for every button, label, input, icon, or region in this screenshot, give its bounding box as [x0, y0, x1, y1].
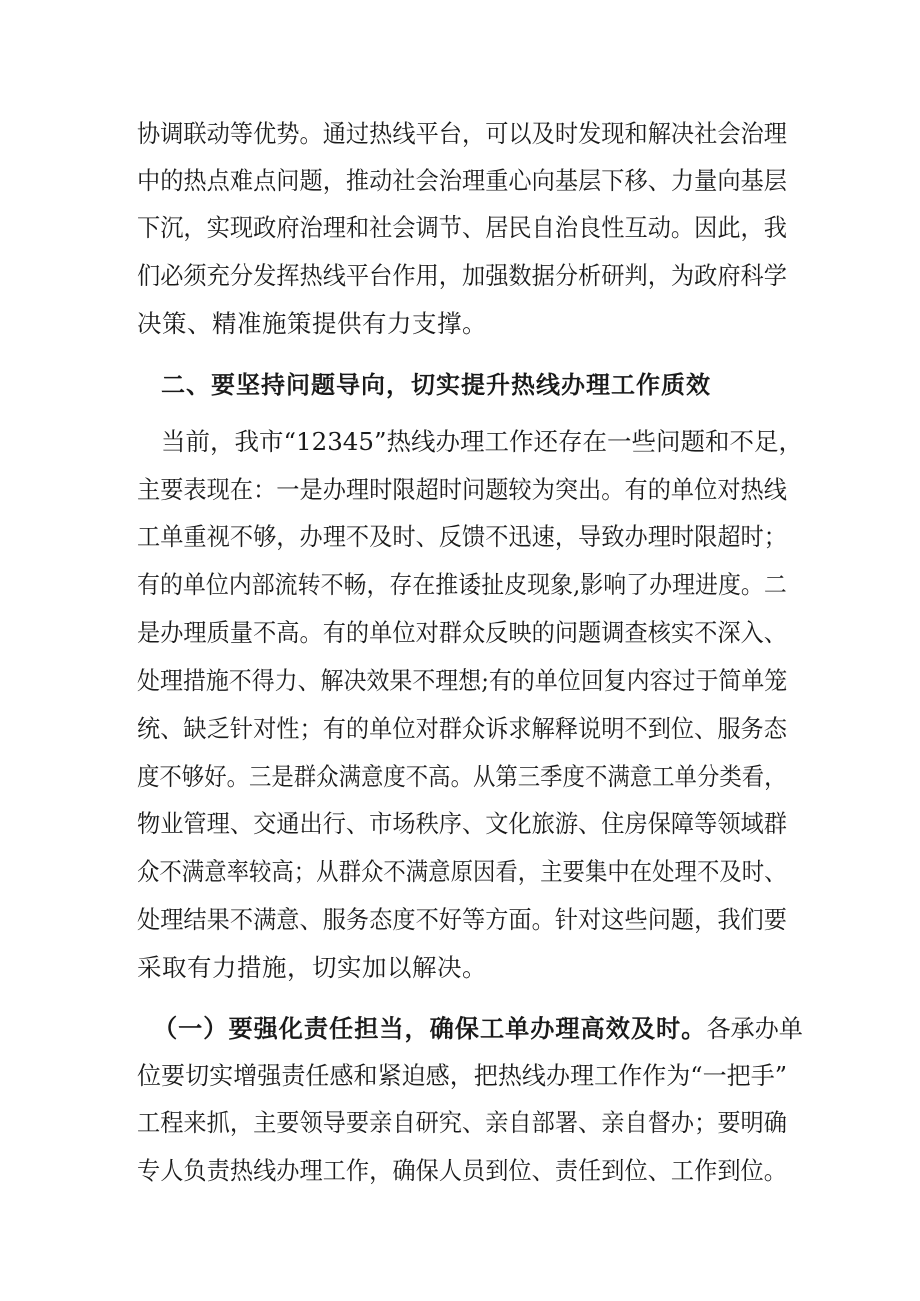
paragraph-line: 统、缺乏针对性；有的单位对群众诉求解释说明不到位、服务态 — [137, 714, 787, 743]
paragraph-line: 下沉，实现政府治理和社会调节、居民自治良性互动。因此，我 — [137, 213, 787, 242]
paragraph-first-line — [153, 1013, 803, 1045]
paragraph-line: 是办理质量不高。有的单位对群众反映的问题调查核实不深入、 — [137, 618, 787, 647]
paragraph-line: 处理措施不得力、解决效果不理想;有的单位回复内容过于简单笼 — [137, 666, 788, 695]
paragraph-line: 协调联动等优势。通过热线平台，可以及时发现和解决社会治理 — [137, 119, 787, 148]
paragraph-line: 中的热点难点问题，推动社会治理重心向基层下移、力量向基层 — [137, 166, 787, 195]
paragraph-line: 决策、精准施策提供有力支撑。 — [137, 309, 487, 338]
paragraph-line: 工单重视不够，办理不及时、反馈不迅速，导致办理时限超时； — [137, 522, 787, 551]
paragraph-line: 有的单位内部流转不畅，存在推诿扯皮现象,影响了办理进度。二 — [137, 570, 787, 599]
paragraph-line: 主要表现在：一是办理时限超时问题较为突出。有的单位对热线 — [137, 475, 787, 504]
paragraph-line: 专人负责热线办理工作，确保人员到位、责任到位、工作到位。 — [137, 1156, 787, 1185]
paragraph-line: 度不够好。三是群众满意度不高。从第三季度不满意工单分类看， — [137, 762, 787, 791]
paragraph-text: 各承办单 — [706, 1014, 803, 1043]
paragraph-line: 采取有力措施，切实加以解决。 — [137, 953, 487, 982]
paragraph-line: 工程来抓，主要领导要亲自研究、亲自部署、亲自督办；要明确 — [137, 1108, 787, 1137]
paragraph-line: 位要切实增强责任感和紧迫感，把热线办理工作作为“一把手” — [137, 1061, 788, 1090]
paragraph-line: 们必须充分发挥热线平台作用，加强数据分析研判，为政府科学 — [137, 261, 787, 290]
subsection-lead: （一）要强化责任担当，确保工单办理高效及时。 — [153, 1014, 707, 1043]
paragraph-line: 物业管理、交通出行、市场秩序、文化旅游、住房保障等领域群 — [137, 809, 787, 838]
paragraph-line: 当前，我市“12345”热线办理工作还存在一些问题和不足， — [161, 427, 803, 456]
section-heading: 二、要坚持问题导向，切实提升热线办理工作质效 — [161, 371, 711, 399]
paragraph-line: 处理结果不满意、服务态度不好等方面。针对这些问题，我们要 — [137, 905, 787, 934]
paragraph-line: 众不满意率较高；从群众不满意原因看，主要集中在处理不及时、 — [137, 857, 787, 886]
